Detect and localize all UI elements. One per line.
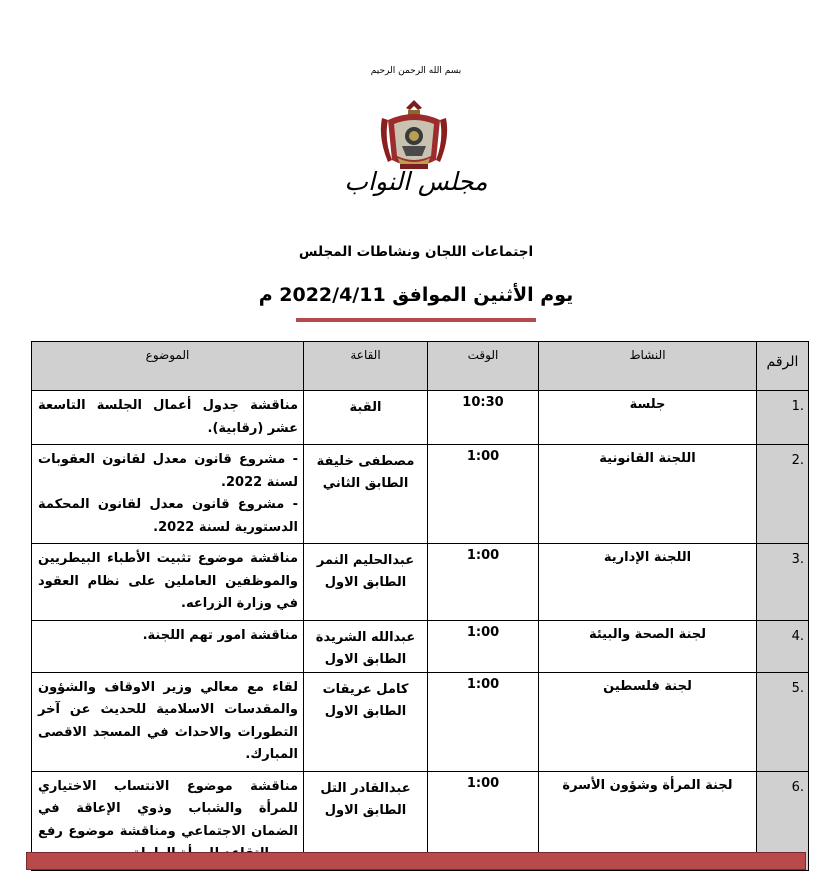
table-row: [32, 620, 809, 672]
table-row: [32, 672, 809, 771]
row-time: 1:00: [428, 445, 539, 544]
row-topic: [32, 445, 304, 544]
row-hall: [304, 445, 428, 544]
header-number: الرقم: [757, 342, 809, 391]
row-number: .5: [757, 672, 809, 771]
date-heading: يوم الأثنين الموافق 2022/4/11 م: [258, 284, 574, 306]
row-topic: [32, 544, 304, 621]
row-hall: [304, 391, 428, 445]
topic-line: مناقشة موضوع الانتساب الاختياري للمرأة والشباب وذوي الإعاقة في الضمان الاجتماعي ومناقشة موضوع رفع: [38, 778, 298, 839]
row-activity: لجنة المرأة وشؤون الأسرة: [539, 771, 757, 870]
row-time: 1:00: [428, 620, 539, 672]
topic-line: مناقشة موضوع تثبيت الأطباء البيطريين والموظفين العاملين على نظام العقود في وزارة الزراعه.: [38, 551, 298, 611]
hall-name: عبدالقادر التل: [320, 780, 411, 796]
row-activity: اللجنة القانونية: [539, 445, 757, 544]
row-topic: [32, 672, 304, 771]
row-topic: [32, 391, 304, 445]
hall-name: مصطفى خليفة: [316, 454, 415, 469]
header-topic: الموضوع: [32, 342, 304, 391]
hall-name: القبة: [349, 400, 382, 415]
row-number: .6: [757, 771, 809, 870]
row-time: 1:00: [428, 672, 539, 771]
date-underline: [296, 318, 536, 322]
hall-floor: الطابق الثاني: [322, 476, 409, 491]
topic-line: - مشروع قانون معدل لقانون المحكمة الدستورية لسنة 2022.: [38, 497, 298, 535]
row-activity: لجنة الصحة والبيئة: [539, 620, 757, 672]
hall-name: عبدالحليم النمر: [316, 553, 415, 568]
row-number: .1: [757, 391, 809, 445]
row-topic: [32, 620, 304, 672]
hall-floor: الطابق الاول: [324, 703, 407, 719]
table-row: [32, 544, 809, 621]
row-time: 1:00: [428, 544, 539, 621]
header-hall: القاعة: [304, 342, 428, 391]
council-name-logo: مجلس النواب: [344, 167, 488, 196]
topic-line: مناقشة امور تهم اللجنة.: [142, 627, 298, 643]
header-time: الوقت: [428, 342, 539, 391]
row-number: .4: [757, 620, 809, 672]
table-body: [32, 391, 809, 871]
hall-floor: الطابق الاول: [324, 802, 407, 818]
schedule-table: [31, 341, 809, 871]
topic-line: - مشروع قانون معدل لقانون العقوبات لسنة 2022.: [38, 452, 298, 490]
hall-name: عبدالله الشريدة: [315, 629, 416, 645]
topic-line: لقاء مع معالي وزير الاوقاف والشؤون والمقدسات الاسلامية للحديث عن آخر التطورات والاحداث في المسجد الاقصى المبارك.: [38, 679, 298, 762]
table-row: [32, 391, 809, 445]
topic-line: مناقشة جدول أعمال الجلسة التاسعة عشر (رقابية).: [38, 398, 298, 436]
hall-name: كامل عريقات: [322, 681, 409, 697]
row-hall: [304, 672, 428, 771]
row-time: 10:30: [428, 391, 539, 445]
hall-floor: الطابق الاول: [324, 575, 407, 590]
page-title: اجتماعات اللجان ونشاطات المجلس: [298, 244, 534, 260]
row-activity: جلسة: [539, 391, 757, 445]
footer-bar: [26, 852, 806, 870]
row-hall: [304, 620, 428, 672]
header-activity: النشاط: [539, 342, 757, 391]
row-number: .3: [757, 544, 809, 621]
hall-floor: الطابق الاول: [324, 651, 407, 667]
row-number: .2: [757, 445, 809, 544]
table-header-row: [32, 342, 809, 391]
row-hall: [304, 544, 428, 621]
row-activity: اللجنة الإدارية: [539, 544, 757, 621]
row-time: 1:00: [428, 771, 539, 870]
bismillah: بسم الله الرحمن الرحيم: [370, 66, 462, 76]
table-row: [32, 445, 809, 544]
row-activity: لجنة فلسطين: [539, 672, 757, 771]
